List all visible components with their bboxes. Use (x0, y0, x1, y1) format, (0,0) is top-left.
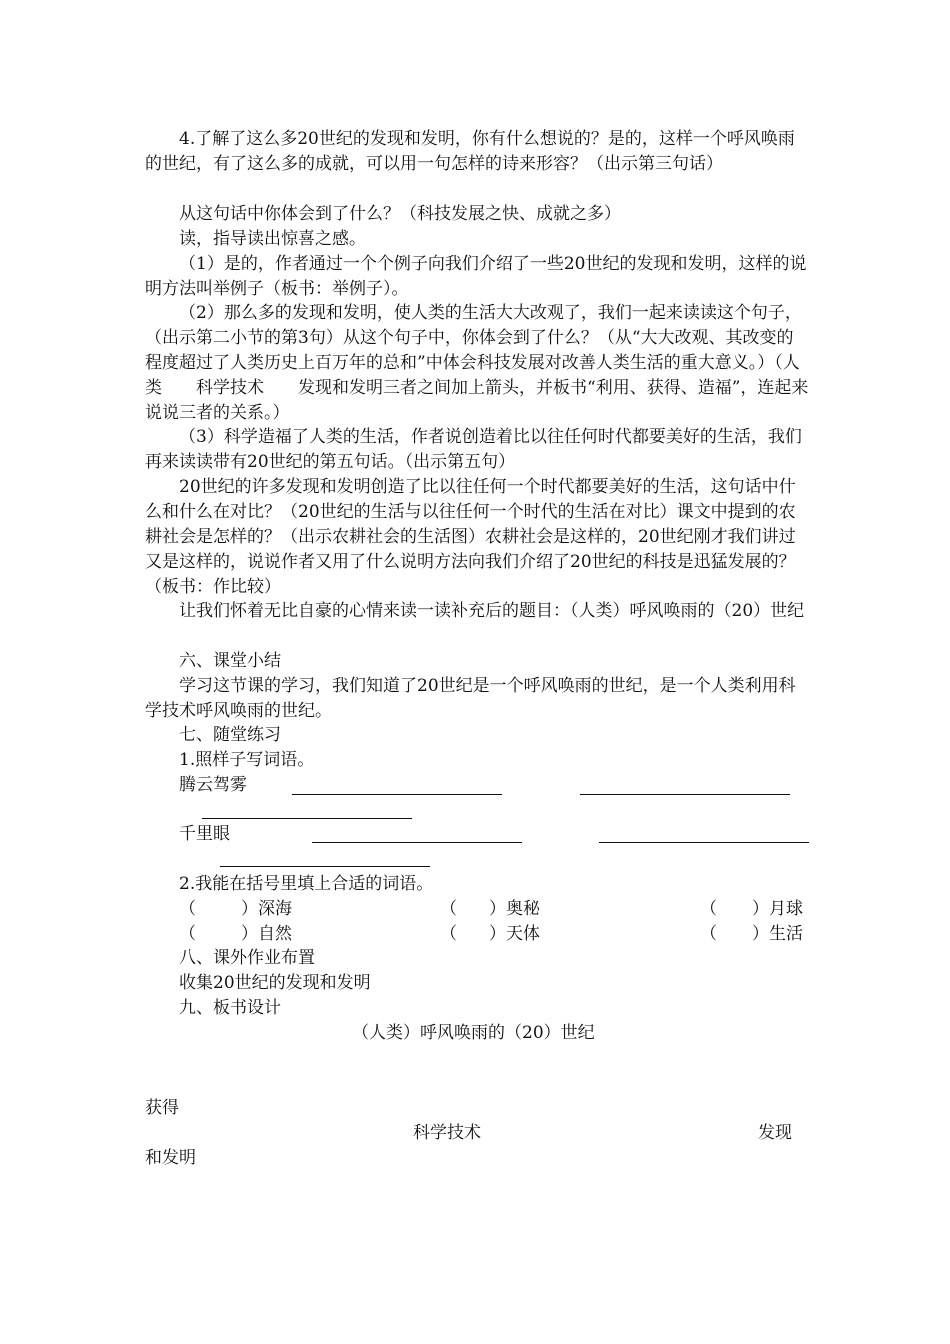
fill-paren-close: ） (752, 924, 769, 944)
fill-paren-open: （ (440, 924, 457, 944)
fill-word: 奥秘 (506, 899, 540, 919)
answer-blank[interactable] (220, 866, 430, 867)
paragraph-section-4-intro: 4.了解了这么多20世纪的发现和发明，你有什么想说的？是的，这样一个呼风唤雨的世纪，有了这么多的成就，可以用一句怎样的诗来形容？（出示第三句话） (145, 129, 795, 174)
paragraph-comparison: 20世纪的许多发现和发明创造了比以往任何一个时代都要美好的生活，这句话中什么和什么在对比？（20世纪的生活与以往任何一个时代的生活在对比）课文中提到的农耕社会是怎样的？（出示农耕社会的生活图）农耕社会是这样的，20世纪刚才我们讲过又是这样的，说说作者又用了什么说明方法向我们介绍了20世纪的科技是迅猛发展的？（板书：作比较） (145, 477, 796, 597)
answer-blank[interactable] (312, 842, 522, 843)
fill-word: 自然 (258, 924, 292, 944)
paragraph-example-method: （1）是的，作者通过一个个例子向我们介绍了一些20世纪的发现和发明，这样的说明方法叫举例子（板书：举例子）。 (145, 254, 807, 299)
fill-paren-open: （ (700, 924, 717, 944)
heading-practice: 七、随堂练习 (179, 725, 281, 745)
paragraph-change-life: （2）那么多的发现和发明，使人类的生活大大改观了，我们一起来读读这个句子，（出示第二小节的第3句）从这个句子中，你体会到了什么？（从“大大改观、其改变的程度超过了人类历史上百万年的总和”中体会科技发展对改善人类生活的重大意义。）（人类 科学技术 发现和发明三者之间加上箭头，并板书“利用、获得、造福”，连起来说说三者的关系。） (145, 303, 809, 423)
answer-blank[interactable] (599, 842, 809, 843)
fill-word: 深海 (258, 899, 292, 919)
question-2-prompt: 2.我能在括号里填上合适的词语。 (179, 874, 434, 894)
paragraph-class-summary: 学习这节课的学习，我们知道了20世纪是一个呼风唤雨的世纪，是一个人类利用科学技术呼风唤雨的世纪。 (145, 676, 796, 721)
answer-blank[interactable] (580, 794, 790, 795)
fill-paren-close: ） (752, 899, 769, 919)
fill-paren-close: ） (241, 899, 258, 919)
paragraph-experience: 从这句话中你体会到了什么？（科技发展之快、成就之多） (179, 204, 621, 224)
paragraph-reading-guide: 读，指导读出惊喜之感。 (179, 229, 366, 249)
example-word-1: 腾云驾雾 (179, 775, 247, 795)
fill-word: 天体 (506, 924, 540, 944)
board-word-science: 科学技术 (413, 1123, 481, 1143)
example-word-2: 千里眼 (179, 824, 230, 844)
fill-paren-close: ） (241, 924, 258, 944)
heading-board-design: 九、板书设计 (179, 998, 281, 1018)
fill-paren-close: ） (489, 924, 506, 944)
fill-word: 生活 (769, 924, 803, 944)
fill-paren-open: （ (700, 899, 717, 919)
heading-homework: 八、课外作业布置 (179, 948, 315, 968)
board-word-discovery: 发现 (758, 1123, 792, 1143)
fill-word: 月球 (769, 899, 803, 919)
fill-paren-close: ） (489, 899, 506, 919)
board-title: （人类）呼风唤雨的（20）世纪 (352, 1023, 595, 1043)
answer-blank[interactable] (292, 794, 502, 795)
board-word-get: 获得 (145, 1098, 179, 1118)
homework-text: 收集20世纪的发现和发明 (179, 973, 371, 993)
fill-paren-open: （ (179, 899, 196, 919)
fill-paren-open: （ (440, 899, 457, 919)
paragraph-science-benefit: （3）科学造福了人类的生活，作者说创造着比以往任何时代都要美好的生活，我们再来读读带有20世纪的第五句话。（出示第五句） (145, 427, 802, 472)
question-1-prompt: 1.照样子写词语。 (179, 750, 315, 770)
board-word-invention: 和发明 (145, 1148, 196, 1168)
fill-paren-open: （ (179, 924, 196, 944)
paragraph-title-reading: 让我们怀着无比自豪的心情来读一读补充后的题目：（人类）呼风唤雨的（20）世纪 (179, 601, 805, 621)
heading-class-summary: 六、课堂小结 (179, 651, 281, 671)
answer-blank[interactable] (202, 818, 412, 819)
